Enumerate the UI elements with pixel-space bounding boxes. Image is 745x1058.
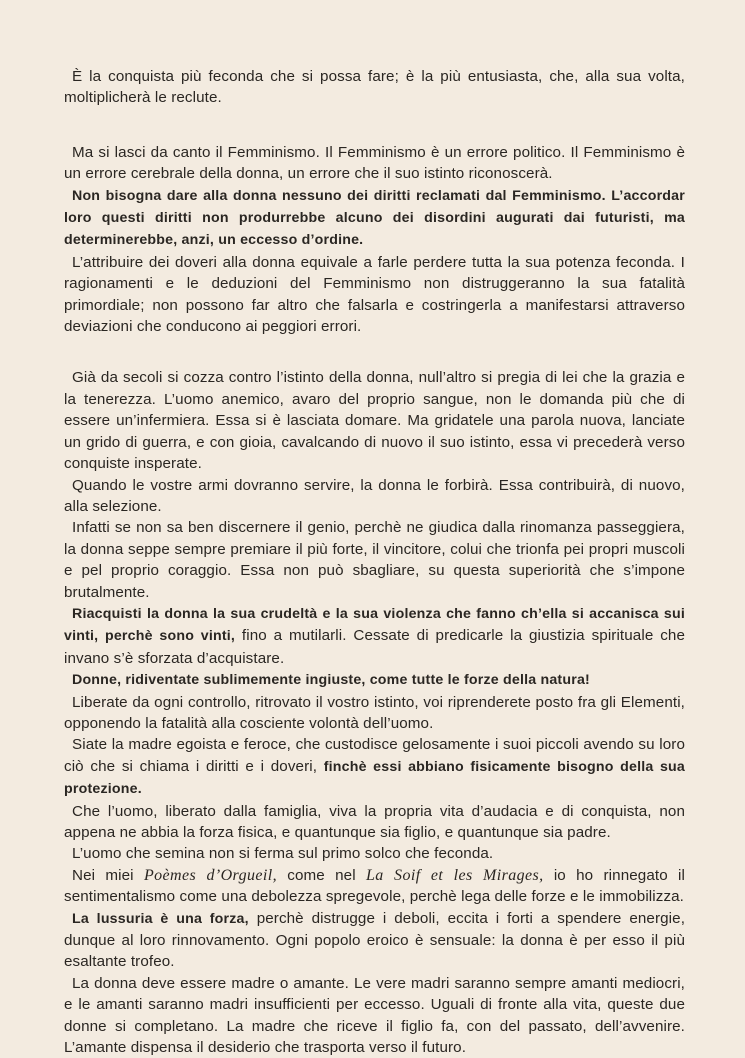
paragraph-3-bold: Non bisogna dare alla donna nessuno dei diritti reclamati dal Femminismo. L’accordar loro questi diritti non produrrebbe alcuno dei disordini augurati dai futuristi, ma determinerebbe, anzi, un eccesso d’ordine.	[64, 187, 685, 249]
paragraph-6: Quando le vostre armi dovranno servire, la donna le forbirà. Essa contribuirà, di nuovo, alla selezione.	[64, 476, 685, 515]
section-gap	[64, 337, 685, 367]
paragraph-13: L’uomo che semina non si ferma sul primo solco che feconda.	[72, 845, 494, 863]
paragraph-15: La lussuria è una forza, perchè distrugge i deboli, eccita i forti a spendere energie, dunque al loro rinnovamento. Ogni popolo eroico è sensuale: la donna è per esso il più esaltante trofeo.	[64, 909, 686, 971]
paragraph-11: Siate la madre egoista e feroce, che custodisce gelosamente i suoi piccoli avendo su loro ciò che si chiama i diritti e i doveri, finchè essi abbiano fisicamente bisogno della sua protezione.	[64, 736, 685, 798]
paragraph-8: Riacquisti la donna la sua crudeltà e la sua violenza che fanno ch’ella si accanisca sui vinti, perchè sono vinti, fino a mutilarli. Cessate di predicarle la giustizia spirituale che invano s’è sforzata d’acquistare.	[64, 605, 685, 667]
paragraph-1: È la conquista più feconda che si possa fare; è la più entusiasta, che, alla sua volta, moltiplicherà le reclute.	[64, 68, 685, 107]
paragraph-2: Ma si lasci da canto il Femminismo. Il Femminismo è un errore politico. Il Femminismo è un errore cerebrale della donna, un errore che il suo istinto riconoscerà.	[64, 143, 685, 183]
paragraph-14: Nei miei Poèmes d’Orgueil, come nel La Soif et les Mirages, io ho rinnegato il sentimentalismo come una debolezza spregevole, perchè lega delle forze e le immobilizza.	[64, 866, 685, 906]
paragraph-10: Liberate da ogni controllo, ritrovato il vostro istinto, voi riprenderete posto fra gli Elementi, opponendo la fatalità alla cosciente volontà dell’uomo.	[64, 693, 685, 732]
paragraph-4: L’attribuire dei doveri alla donna equivale a farle perdere tutta la sua potenza feconda. I ragionamenti e le deduzioni del Femminismo non distruggeranno la sua fatalità primordiale; non possono far altro che falsarla e costringerla a manifestarsi attraverso deviazioni che conducono ai peggiori errori.	[64, 253, 685, 336]
paragraph-7: Infatti se non sa ben discernere il genio, perchè ne giudica dalla rinomanza passeggiera, la donna seppe sempre premiare il più forte, il vincitore, colui che trionfa pei propri muscoli e pel proprio coraggio. Essa non può sbagliare, su questa superiorità che s’impone brutalmente.	[64, 519, 685, 601]
paragraph-12: Che l’uomo, liberato dalla famiglia, viva la propria vita d’audacia e di conquista, non appena ne abbia la forza fisica, e quantunque sia figlio, e quantunque sia padre.	[64, 802, 685, 841]
paragraph-5: Già da secoli si cozza contro l’istinto della donna, null’altro si pregia di lei che la grazia e la tenerezza. L’uomo anemico, avaro del proprio sangue, non le domanda più che di essere un’infermiera. Essa si è lasciata domare. Ma gridatele una parola nuova, lanciate un grido di guerra, e con gioia, cavalcando di nuovo il suo istinto, essa vi precederà verso conquiste insperate.	[64, 369, 685, 473]
paragraph-9-bold: Donne, ridiventate sublimemente ingiuste, come tutte le forze della natura!	[72, 672, 590, 689]
section-gap	[64, 109, 685, 142]
paragraph-16: La donna deve essere madre o amante. Le vere madri saranno sempre amanti mediocri, e le amanti saranno madri insufficienti per eccesso. Uguali di fronte alla vita, queste due donne si completano. La madre che riceve il figlio fa, con del passato, dell’avvenire. L’amante dispensa il desiderio che trasporta verso il futuro.	[64, 974, 685, 1057]
